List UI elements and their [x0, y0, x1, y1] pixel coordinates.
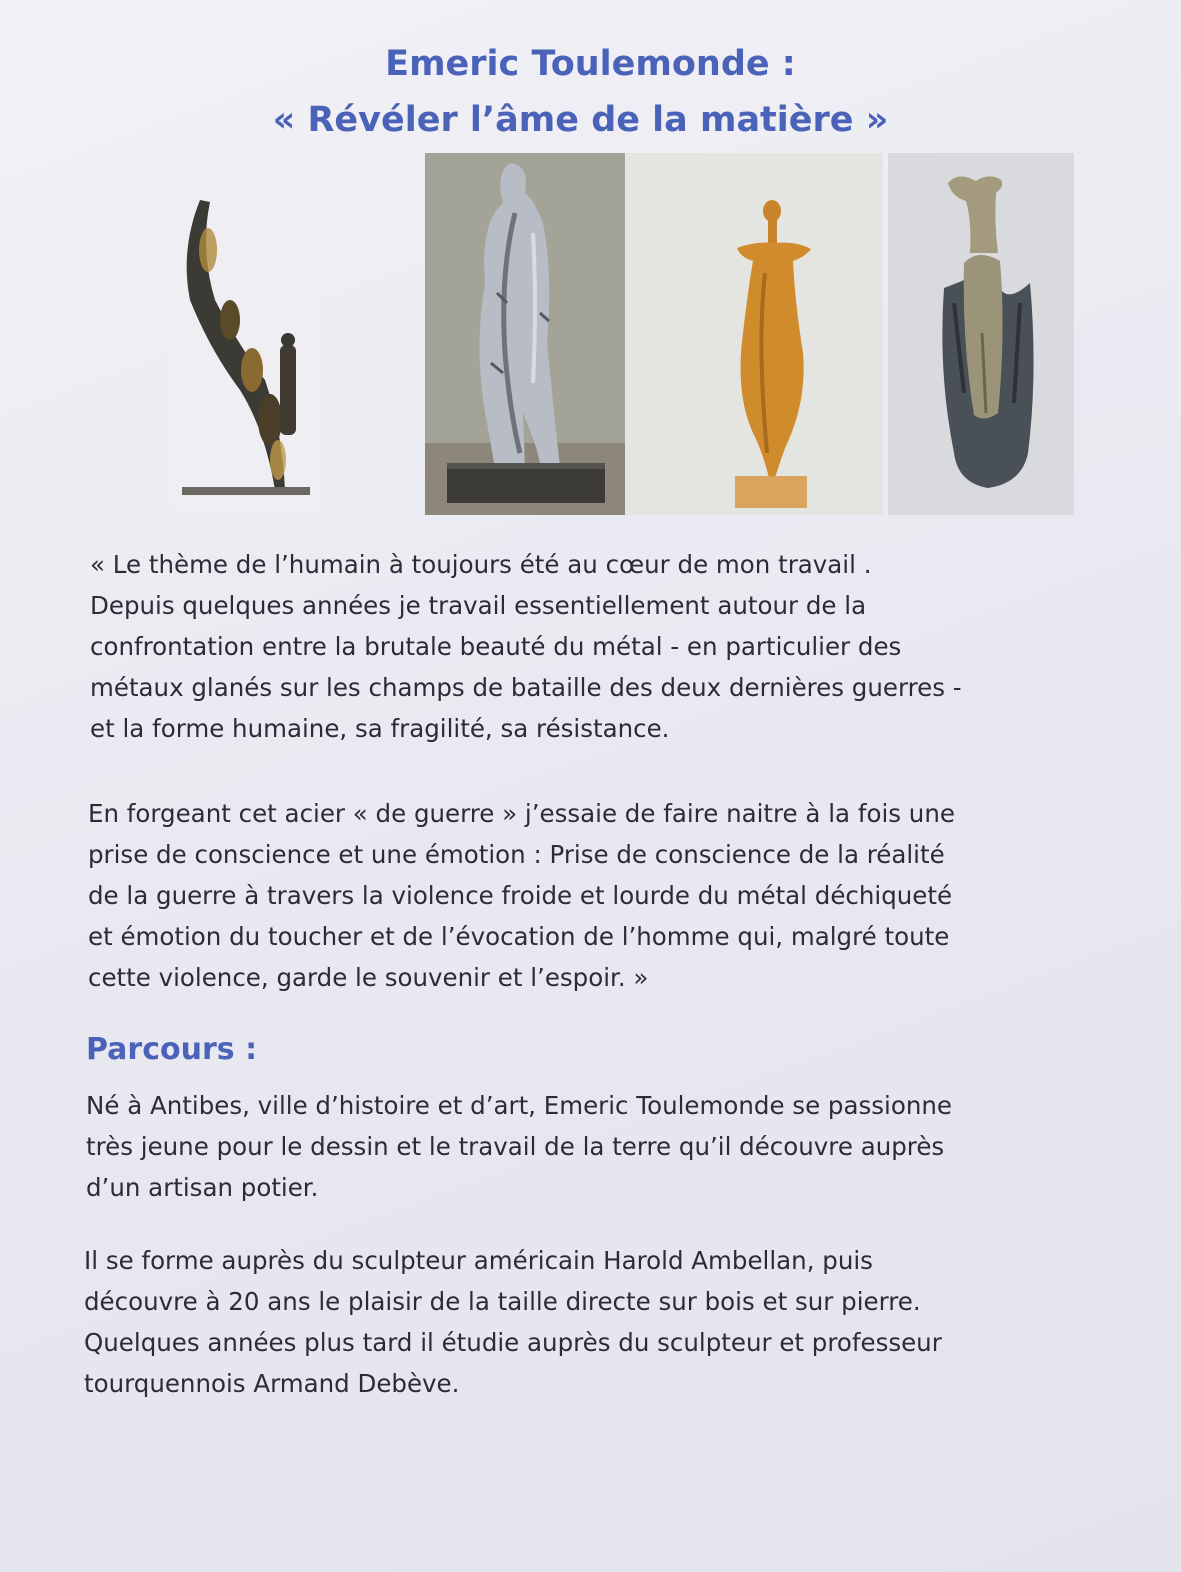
parcours-paragraph-1 [86, 1085, 952, 1208]
sculpture-procession-photo [170, 190, 320, 510]
page-subtitle: « Révéler l’âme de la matière » [272, 100, 889, 140]
quote-paragraph-2 [88, 793, 955, 998]
text-line: prise de conscience et une émotion : Prise de conscience de la réalité [88, 840, 945, 869]
sculpture-steel-torso-image [425, 153, 625, 515]
sculpture-emerging-figure-photo [888, 153, 1074, 515]
sculpture-procession-image [170, 190, 320, 510]
sculpture-wood-figure-photo [625, 153, 883, 515]
text-line: Quelques années plus tard il étudie auprès du sculpteur et professeur [84, 1328, 942, 1357]
text-line: En forgeant cet acier « de guerre » j’essaie de faire naitre à la fois une [88, 799, 955, 828]
text-line: Il se forme auprès du sculpteur américain Harold Ambellan, puis [84, 1246, 873, 1275]
text-line: de la guerre à travers la violence froide et lourde du métal déchiqueté [88, 881, 953, 910]
text-line: métaux glanés sur les champs de bataille des deux dernières guerres - [90, 673, 962, 702]
text-line: Né à Antibes, ville d’histoire et d’art, Emeric Toulemonde se passionne [86, 1091, 952, 1120]
text-line: découvre à 20 ans le plaisir de la taille directe sur bois et sur pierre. [84, 1287, 921, 1316]
text-line: Depuis quelques années je travail essentiellement autour de la [90, 591, 867, 620]
text-line: et la forme humaine, sa fragilité, sa résistance. [90, 714, 670, 743]
text-line: tourquennois Armand Debève. [84, 1369, 460, 1398]
quote-paragraph-1 [90, 544, 962, 749]
text-line: confrontation entre la brutale beauté du métal - en particulier des [90, 632, 902, 661]
text-line: d’un artisan potier. [86, 1173, 319, 1202]
text-line: et émotion du toucher et de l’évocation de l’homme qui, malgré toute [88, 922, 950, 951]
sculpture-emerging-figure-image [888, 153, 1074, 515]
sculpture-wood-figure-image [625, 153, 883, 515]
text-line: très jeune pour le dessin et le travail de la terre qu’il découvre auprès [86, 1132, 945, 1161]
sculpture-steel-torso-photo [425, 153, 625, 515]
text-line: « Le thème de l’humain à toujours été au cœur de mon travail . [90, 550, 872, 579]
page-title: Emeric Toulemonde : [385, 44, 796, 84]
parcours-paragraph-2 [84, 1240, 942, 1404]
text-line: cette violence, garde le souvenir et l’espoir. » [88, 963, 649, 992]
parcours-heading: Parcours : [86, 1032, 258, 1067]
